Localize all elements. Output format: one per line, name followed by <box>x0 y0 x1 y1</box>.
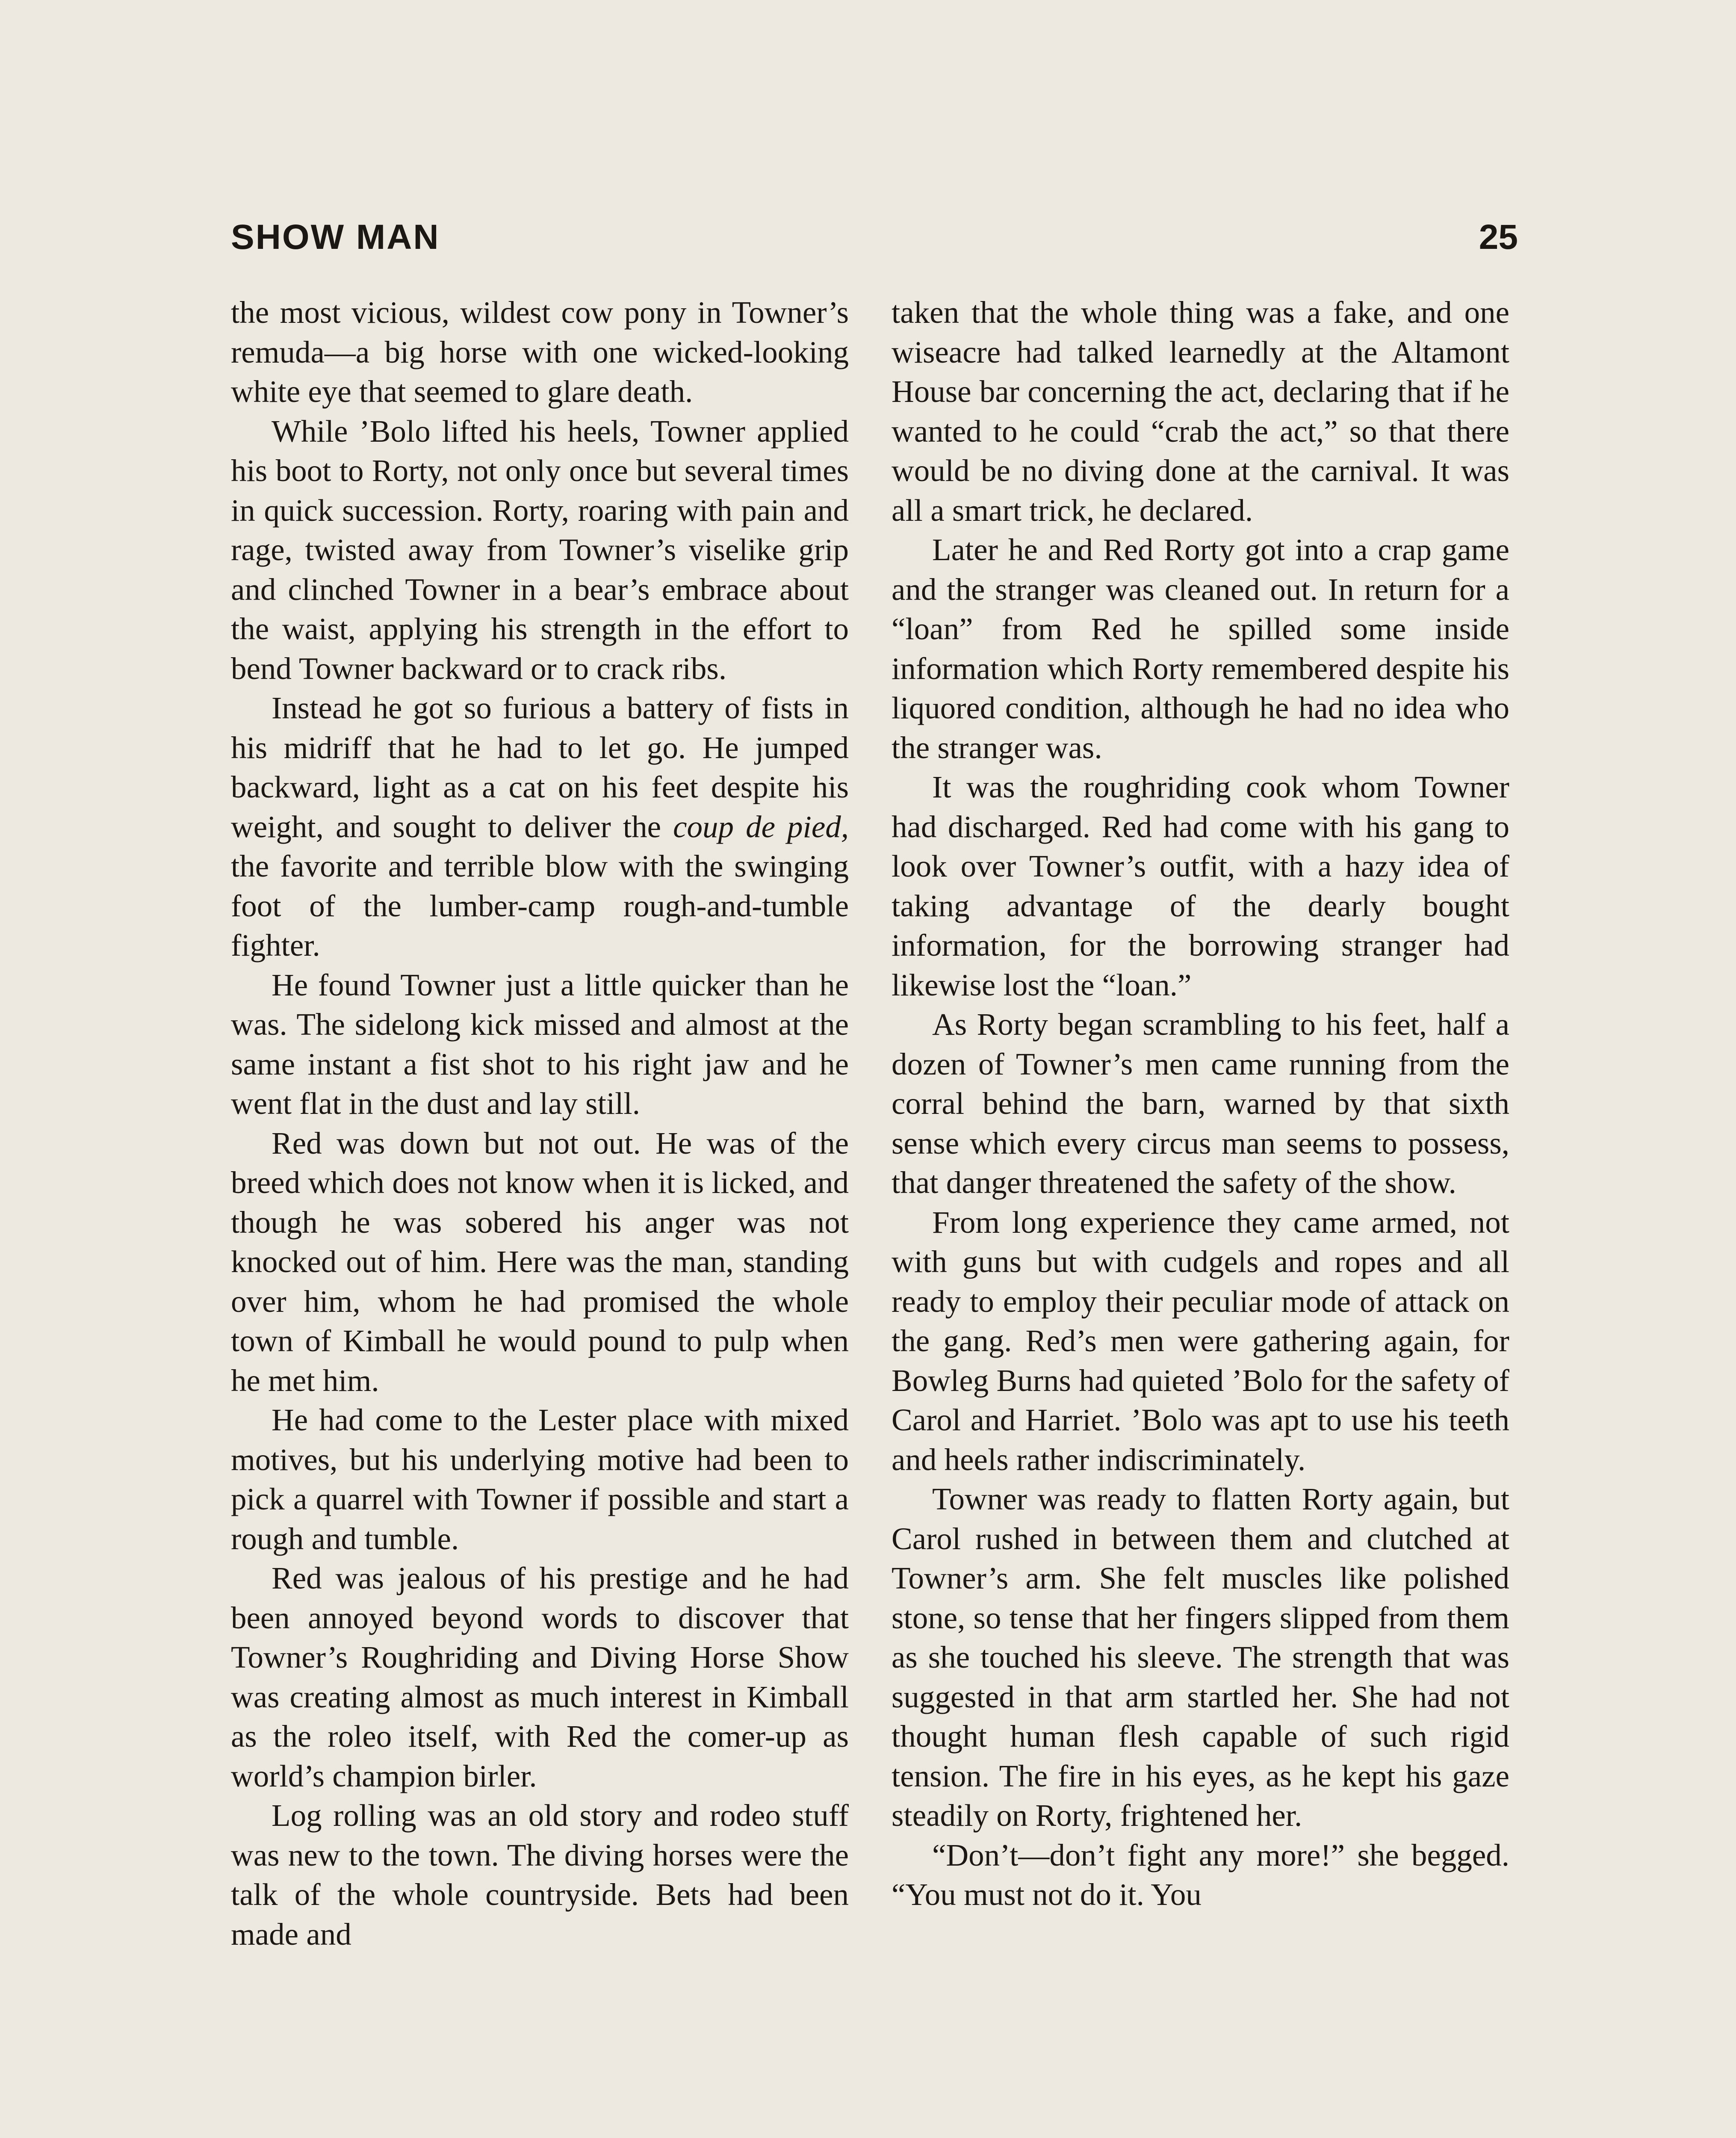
left-text-column <box>231 293 849 1954</box>
page-number: 25 <box>1479 218 1518 257</box>
paragraph: It was the roughriding cook whom Towner had discharged. Red had come with his gang to look over Towner’s outfit, with a hazy idea of taking advantage of the dearly bought information, for the borrowing stranger had likewise lost the “loan.” <box>892 770 1509 1002</box>
emphasis-text: coup de pied, <box>673 809 849 844</box>
paragraph: Later he and Red Rorty got into a crap game and the stranger was cleaned out. In return for a “loan” from Red he spilled some inside information which Rorty remembered despite his liquored condition, although he had no idea who the stranger was. <box>892 532 1509 765</box>
paragraph: Log rolling was an old story and rodeo stuff was new to the town. The diving horses were the talk of the whole countryside. Bets had been made and <box>231 1798 849 1952</box>
right-text-column <box>892 293 1509 1915</box>
paragraph-text: the favorite and terrible blow with the swinging foot of the lumber-camp rough-and-tumble fighter. <box>231 849 849 963</box>
paragraph: As Rorty began scrambling to his feet, half a dozen of Towner’s men came running from the corral behind the barn, warned by that sixth sense which every circus man seems to possess, that danger threatened the safety of the show. <box>892 1007 1509 1200</box>
paragraph: While ’Bolo lifted his heels, Towner applied his boot to Rorty, not only once but several times in quick succession. Rorty, roaring with pain and rage, twisted away from Towner’s viselike grip and clinched Towner in a bear’s embrace about the waist, applying his strength in the effort to bend Towner backward or to crack ribs. <box>231 413 849 686</box>
paragraph: the most vicious, wildest cow pony in Towner’s remuda—a big horse with one wicked-looking white eye that seemed to glare death. <box>231 295 849 409</box>
paragraph <box>231 688 849 966</box>
paragraph-text: Instead he got so furious a battery of fists in his midriff that he had to let go. He jumped backward, light as a cat on his feet despite his weight, and sought to deliver the <box>231 691 849 844</box>
paragraph: Towner was ready to flatten Rorty again, but Carol rushed in between them and clutched at Towner’s arm. She felt muscles like polished stone, so tense that her fingers slipped from them as she touched his sleeve. The strength that was suggested in that arm startled her. She had not thought human flesh capable of such rigid tension. The fire in his eyes, as he kept his gaze steadily on Rorty, frightened her. <box>892 1482 1509 1833</box>
paragraph: Red was down but not out. He was of the breed which does not know when it is licked, and though he was sobered his anger was not knocked out of him. Here was the man, standing over him, whom he had promised the whole town of Kimball he would pound to pulp when he met him. <box>231 1125 849 1398</box>
paragraph: From long experience they came armed, not with guns but with cudgels and ropes and all ready to employ their peculiar mode of attack on the gang. Red’s men were gathering again, for Bowleg Burns had quieted ’Bolo for the safety of Carol and Harriet. ’Bolo was apt to use his teeth and heels rather indiscriminately. <box>892 1205 1509 1477</box>
paragraph: “Don’t—don’t fight any more!” she begged. “You must not do it. You <box>892 1837 1509 1912</box>
paragraph: He found Towner just a little quicker than he was. The sidelong kick missed and almost at the same instant a fist shot to his right jaw and he went flat in the dust and lay still. <box>231 967 849 1121</box>
running-head: SHOW MAN <box>231 218 440 257</box>
paragraph: Red was jealous of his prestige and he had been annoyed beyond words to discover that Towner’s Roughriding and Diving Horse Show was creating almost as much interest in Kimball as the roleo itself, with Red the comer-up as world’s champion birler. <box>231 1561 849 1793</box>
paragraph: He had come to the Lester place with mixed motives, but his underlying motive had been to pick a quarrel with Towner if possible and start a rough and tumble. <box>231 1403 849 1556</box>
page-header <box>231 214 1518 261</box>
paragraph: taken that the whole thing was a fake, and one wiseacre had talked learnedly at the Altamont House bar concerning the act, declaring that if he wanted to he could “crab the act,” so that there would be no diving done at the carnival. It was all a smart trick, he declared. <box>892 295 1509 528</box>
